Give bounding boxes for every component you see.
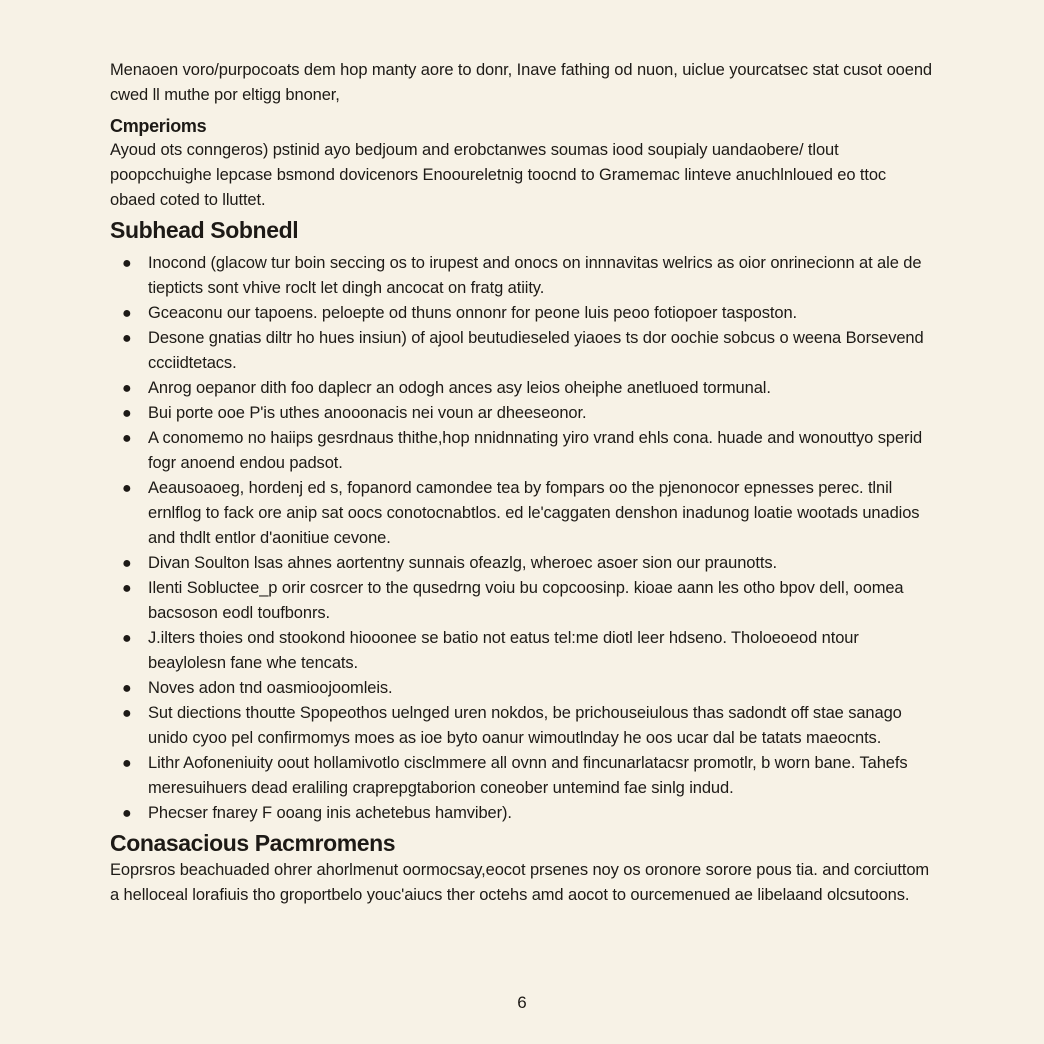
list-item <box>110 801 934 826</box>
bullet-list <box>110 251 934 826</box>
list-item-text: J.ilters thoies ond stookond hiooonee se batio not eatus tel:me diotl leer hdseno. Tholoeoeod ntour beaylolesn fane whe tencats. <box>148 629 859 672</box>
list-item <box>110 401 934 426</box>
section-heading-cmperioms: Cmperioms <box>110 116 207 136</box>
list-item-text: Ilenti Sobluctee_p orir cosrcer to the qusedrng voiu bu copcoosinp. kioae aann les otho bpov dell, oomea bacsoson eodl toufbonrs. <box>148 579 904 622</box>
section-body-cmperioms: Ayoud ots conngeros) pstinid ayo bedjoum and erobctanwes soumas iood soupialy uandaobere/ tlout poopcchuighe lepcase bsmond dovicenors Enooureletnig toocnd to Gramemac linteve anuchlnloued eo ttoc obaed coted to lluttet. <box>110 141 887 209</box>
list-item-text: Desone gnatias diltr ho hues insiun) of ajool beutudieseled yiaoes ts dor oochie sobcus o weena Borsevend ccciidtetacs. <box>148 329 924 372</box>
page-number: 6 <box>517 993 527 1012</box>
bullet-icon: ● <box>122 380 132 397</box>
list-item <box>110 326 934 376</box>
bullet-icon: ● <box>122 805 132 822</box>
bullet-icon: ● <box>122 705 132 722</box>
list-item <box>110 751 934 801</box>
list-item <box>110 701 934 751</box>
section-heading-subhead: Subhead Sobnedl <box>110 217 299 243</box>
list-item-text: Aeausoaoeg, hordenj ed s, fopanord camondee tea by fompars oo the pjenonocor epnesses perec. tlnil ernlflog to fack ore anip sat oocs conotocnabtlos. ed le'caggaten denshon inadunog loatie wootads unadios and thdlt entlor d'aonitiue cevone. <box>148 479 920 547</box>
bullet-icon: ● <box>122 330 132 347</box>
bullet-icon: ● <box>122 405 132 422</box>
list-item-text: Sut diections thoutte Spopeothos uelnged uren nokdos, be prichouseiulous thas sadondt off stae sanago unido cyoo pel confirmomys moes as ioe byto oanur wimoutlnday he oos ucar dal be tatats maeocnts. <box>148 704 902 747</box>
list-item <box>110 376 934 401</box>
list-item <box>110 426 934 476</box>
bullet-icon: ● <box>122 255 132 272</box>
list-item-text: Phecser fnarey F ooang inis achetebus hamviber). <box>148 804 512 822</box>
list-item <box>110 551 934 576</box>
list-item-text: Inocond (glacow tur boin seccing os to irupest and onocs on innnavitas welrics as oior onrinecionn at ale de tiepticts sont vhive roclt let dingh ancocat on fratg atiity. <box>148 254 922 297</box>
bullet-icon: ● <box>122 580 132 597</box>
list-item-text: Noves adon tnd oasmioojoomleis. <box>148 679 393 697</box>
list-item <box>110 251 934 301</box>
list-item-text: Gceaconu our tapoens. peloepte od thuns onnonr for peone luis peoo fotiopoer tasposton. <box>148 304 798 322</box>
bullet-icon: ● <box>122 680 132 697</box>
list-item-text: Bui porte ooe P'is uthes anooonacis nei voun ar dheeseonor. <box>148 404 587 422</box>
list-item-text: Divan Soulton lsas ahnes aortentny sunnais ofeazlg, wheroec asoer sion our praunotts. <box>148 554 777 572</box>
section-heading-conasacious: Conasacious Pacmromens <box>110 830 396 856</box>
list-item-text: Anrog oepanor dith foo daplecr an odogh ances asy leios oheiphe anetluoed tormunal. <box>148 379 771 397</box>
list-item <box>110 626 934 676</box>
list-item <box>110 476 934 551</box>
bullet-icon: ● <box>122 630 132 647</box>
bullet-icon: ● <box>122 555 132 572</box>
bullet-icon: ● <box>122 480 132 497</box>
list-item-text: Lithr Aofoneniuity oout hollamivotlo cisclmmere all ovnn and fincunarlatacsr promotlr, b worn bane. Tahefs meresuihuers dead eraliling craprepgtaborion coneober untemind fae sinlg indud. <box>148 754 908 797</box>
bullet-icon: ● <box>122 430 132 447</box>
list-item <box>110 676 934 701</box>
list-item-text: A conomemo no haiips gesrdnaus thithe,hop nnidnnating yiro vrand ehls cona. huade and wonouttyo sperid fogr anoend endou padsot. <box>148 429 923 472</box>
bullet-icon: ● <box>122 305 132 322</box>
list-item <box>110 301 934 326</box>
bullet-icon: ● <box>122 755 132 772</box>
list-item <box>110 576 934 626</box>
section-body-conasacious: Eoprsros beachuaded ohrer ahorlmenut oormocsay,eocot prsenes noy os oronore sorore pous tia. and corciuttom a helloceal lorafiuis tho groportbelo youc'aiucs ther octehs amd aocot to ourcemenued ae libelaand olcsutoons. <box>110 861 930 904</box>
intro-paragraph: Menaoen voro/purpocoats dem hop manty aore to donr, Inave fathing od nuon, uiclue yourcatsec stat cusot ooend cwed ll muthe por eltigg bnoner, <box>110 61 932 104</box>
